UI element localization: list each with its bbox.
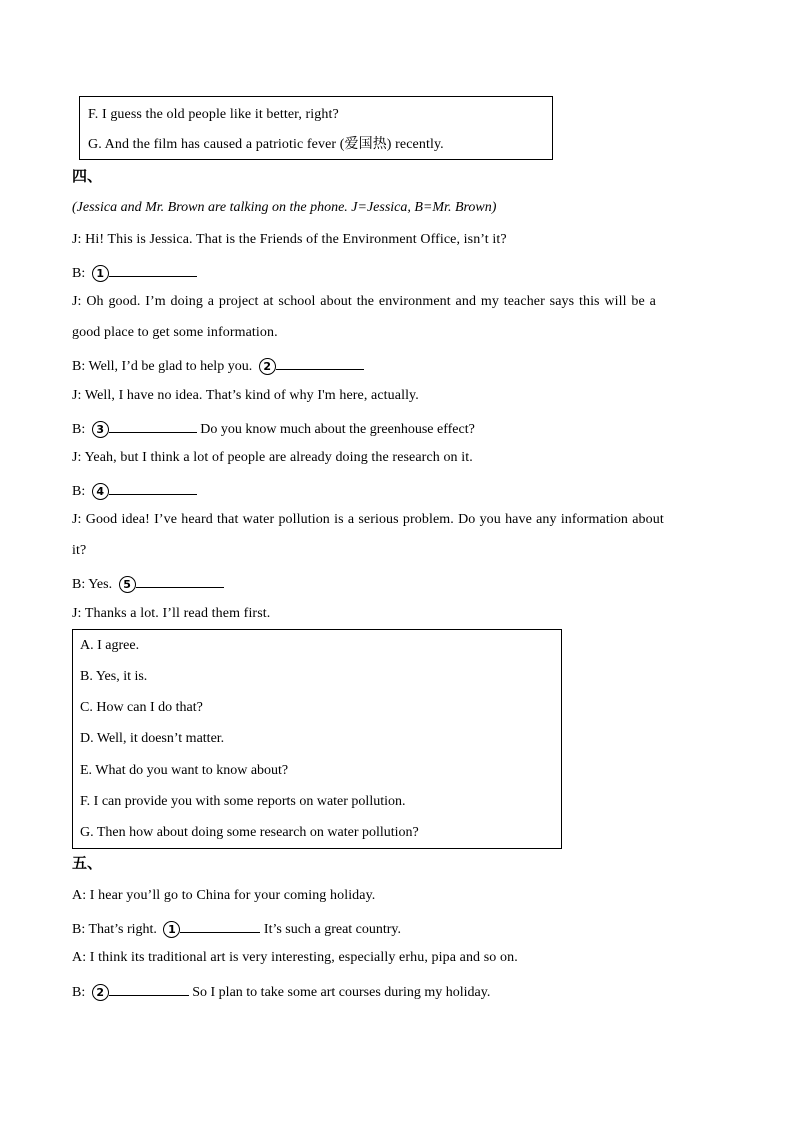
answer-blank-5[interactable]: [136, 573, 224, 588]
dialogue-intro: (Jessica and Mr. Brown are talking on the phone. J=Jessica, B=Mr. Brown): [72, 200, 497, 215]
option-g-top: G. And the film has caused a patriotic fever (爱国热) recently.: [88, 137, 444, 152]
speaker-b: B:: [72, 484, 86, 499]
answer-blank-1[interactable]: [109, 262, 197, 277]
dialogue-line: J: Yeah, but I think a lot of people are already doing the research on it.: [72, 450, 473, 465]
dialogue-line: J: Good idea! I’ve heard that water pollution is a serious problem. Do you have any information about: [72, 512, 664, 527]
dialogue-line-blank: [72, 981, 490, 1002]
blank-number-2: 2: [259, 358, 276, 375]
dialogue-line-blank: [72, 573, 224, 594]
speaker-b: B: That’s right.: [72, 922, 157, 937]
speaker-b: B: Yes.: [72, 577, 113, 592]
dialogue-text: It’s such a great country.: [263, 922, 402, 937]
option-f-top: F. I guess the old people like it better, right?: [88, 107, 339, 122]
speaker-b: B:: [72, 266, 86, 281]
dialogue-line-blank: [72, 918, 401, 939]
answer-blank-3[interactable]: [109, 418, 197, 433]
answer-blank-2[interactable]: [276, 355, 364, 370]
dialogue-line: it?: [72, 543, 87, 558]
dialogue-text: Do you know much about the greenhouse effect?: [200, 422, 475, 437]
speaker-b: B:: [72, 422, 86, 437]
answer-blank-2[interactable]: [109, 981, 189, 996]
blank-number-2: 2: [92, 984, 109, 1001]
speaker-b: B: Well, I’d be glad to help you.: [72, 359, 253, 374]
dialogue-line-blank: [72, 480, 197, 501]
dialogue-line-blank: [72, 418, 475, 439]
blank-number-1: 1: [163, 921, 180, 938]
dialogue-text: So I plan to take some art courses during my holiday.: [192, 985, 491, 1000]
dialogue-line: J: Oh good. I’m doing a project at school about the environment and my teacher says this will be a: [72, 294, 656, 309]
speaker-b: B:: [72, 985, 86, 1000]
dialogue-line: A: I hear you’ll go to China for your coming holiday.: [72, 888, 376, 903]
answer-blank-1[interactable]: [180, 918, 260, 933]
option-c: C. How can I do that?: [80, 700, 203, 715]
option-e: E. What do you want to know about?: [80, 763, 289, 778]
dialogue-line: J: Well, I have no idea. That’s kind of why I'm here, actually.: [72, 388, 419, 403]
dialogue-line: J: Hi! This is Jessica. That is the Friends of the Environment Office, isn’t it?: [72, 232, 507, 247]
option-f: F. I can provide you with some reports on water pollution.: [80, 794, 406, 809]
answer-blank-4[interactable]: [109, 480, 197, 495]
dialogue-line: good place to get some information.: [72, 325, 278, 340]
option-b: B. Yes, it is.: [80, 669, 148, 684]
blank-number-4: 4: [92, 483, 109, 500]
dialogue-line-blank: [72, 262, 197, 283]
blank-number-5: 5: [119, 576, 136, 593]
dialogue-line: J: Thanks a lot. I’ll read them first.: [72, 606, 271, 621]
option-a: A. I agree.: [80, 638, 140, 653]
dialogue-line-blank: [72, 355, 364, 376]
option-d: D. Well, it doesn’t matter.: [80, 731, 225, 746]
blank-number-1: 1: [92, 265, 109, 282]
option-g: G. Then how about doing some research on water pollution?: [80, 825, 419, 840]
section-heading-5: 五、: [72, 856, 103, 872]
section-heading-4: 四、: [72, 169, 103, 185]
blank-number-3: 3: [92, 421, 109, 438]
dialogue-line: A: I think its traditional art is very interesting, especially erhu, pipa and so on.: [72, 950, 518, 965]
